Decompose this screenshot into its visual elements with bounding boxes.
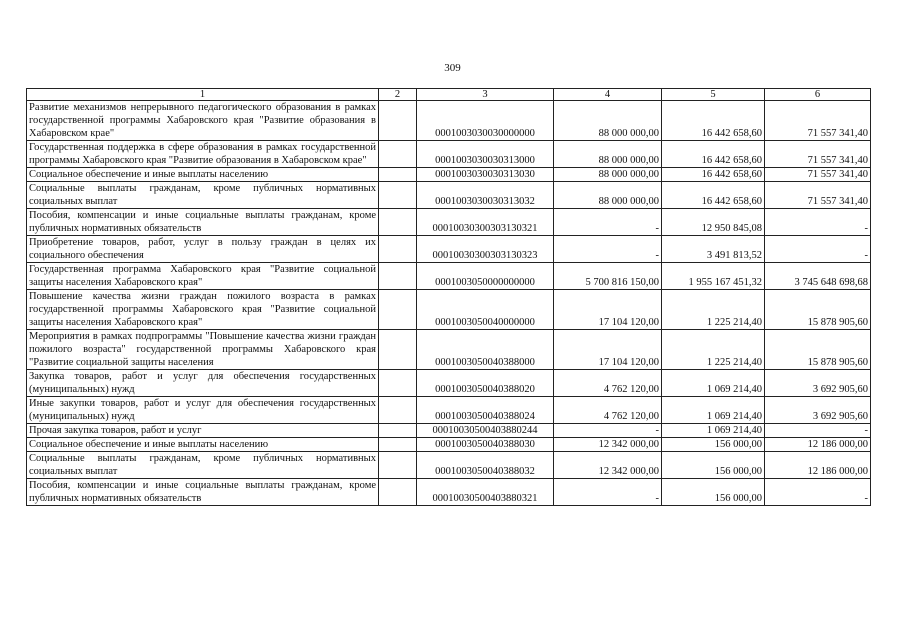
row-col2 xyxy=(379,424,417,438)
row-col2 xyxy=(379,141,417,168)
row-value-6: 3 745 648 698,68 xyxy=(765,263,871,290)
row-value-5: 16 442 658,60 xyxy=(662,101,765,141)
row-col2 xyxy=(379,101,417,141)
row-value-5: 156 000,00 xyxy=(662,452,765,479)
row-col2 xyxy=(379,370,417,397)
row-name: Государственная программа Хабаровского края "Развитие социальной защиты населения Хабаровского края" xyxy=(27,263,379,290)
row-value-5: 16 442 658,60 xyxy=(662,141,765,168)
row-value-6: - xyxy=(765,236,871,263)
column-header-6: 6 xyxy=(765,89,871,101)
row-code: 0001003030030313032 xyxy=(417,182,554,209)
row-value-4: 17 104 120,00 xyxy=(554,290,662,330)
row-value-5: 16 442 658,60 xyxy=(662,182,765,209)
row-col2 xyxy=(379,182,417,209)
row-name: Пособия, компенсации и иные социальные выплаты гражданам, кроме публичных нормативных обязательств xyxy=(27,209,379,236)
row-col2 xyxy=(379,290,417,330)
table-row xyxy=(27,101,871,141)
row-name: Социальное обеспечение и иные выплаты населению xyxy=(27,438,379,452)
row-value-5: 12 950 845,08 xyxy=(662,209,765,236)
row-col2 xyxy=(379,397,417,424)
row-code: 0001003050000000000 xyxy=(417,263,554,290)
column-header-1: 1 xyxy=(27,89,379,101)
row-value-4: - xyxy=(554,479,662,506)
row-name: Государственная поддержка в сфере образования в рамках государственной программы Хабаровского края "Развитие образования в Хабаровском крае" xyxy=(27,141,379,168)
row-name: Иные закупки товаров, работ и услуг для обеспечения государственных (муниципальных) нужд xyxy=(27,397,379,424)
row-value-5: 1 069 214,40 xyxy=(662,424,765,438)
row-value-4: 88 000 000,00 xyxy=(554,168,662,182)
row-name: Мероприятия в рамках подпрограммы "Повышение качества жизни граждан пожилого возраста" государственной программы Хабаровского края "Развитие социальной защиты населения xyxy=(27,330,379,370)
row-value-6: - xyxy=(765,209,871,236)
row-value-6: - xyxy=(765,479,871,506)
table-row xyxy=(27,438,871,452)
row-value-4: - xyxy=(554,424,662,438)
row-code: 0001003030030313030 xyxy=(417,168,554,182)
row-code: 00010030300303130323 xyxy=(417,236,554,263)
table-row xyxy=(27,141,871,168)
row-name: Закупка товаров, работ и услуг для обеспечения государственных (муниципальных) нужд xyxy=(27,370,379,397)
row-value-5: 16 442 658,60 xyxy=(662,168,765,182)
table-row xyxy=(27,209,871,236)
row-value-6: 12 186 000,00 xyxy=(765,438,871,452)
row-code: 0001003050040388030 xyxy=(417,438,554,452)
row-value-5: 1 225 214,40 xyxy=(662,290,765,330)
row-value-5: 1 955 167 451,32 xyxy=(662,263,765,290)
budget-table xyxy=(26,88,871,506)
row-value-5: 3 491 813,52 xyxy=(662,236,765,263)
table-row xyxy=(27,263,871,290)
row-name: Пособия, компенсации и иные социальные выплаты гражданам, кроме публичных нормативных обязательств xyxy=(27,479,379,506)
table-row xyxy=(27,182,871,209)
row-col2 xyxy=(379,209,417,236)
row-name: Социальные выплаты гражданам, кроме публичных нормативных социальных выплат xyxy=(27,182,379,209)
table-row xyxy=(27,370,871,397)
row-value-4: 88 000 000,00 xyxy=(554,101,662,141)
row-value-4: 12 342 000,00 xyxy=(554,452,662,479)
row-value-5: 156 000,00 xyxy=(662,479,765,506)
row-code: 0001003050040388020 xyxy=(417,370,554,397)
row-name: Социальные выплаты гражданам, кроме публичных нормативных социальных выплат xyxy=(27,452,379,479)
table-row xyxy=(27,479,871,506)
row-code: 0001003030030000000 xyxy=(417,101,554,141)
table-row xyxy=(27,168,871,182)
column-header-4: 4 xyxy=(554,89,662,101)
row-value-4: 5 700 816 150,00 xyxy=(554,263,662,290)
row-value-6: 15 878 905,60 xyxy=(765,290,871,330)
row-value-4: 12 342 000,00 xyxy=(554,438,662,452)
row-value-4: - xyxy=(554,209,662,236)
row-value-6: 3 692 905,60 xyxy=(765,370,871,397)
row-col2 xyxy=(379,236,417,263)
page-number: 309 xyxy=(444,62,461,74)
row-code: 00010030500403880321 xyxy=(417,479,554,506)
row-value-4: 4 762 120,00 xyxy=(554,370,662,397)
row-value-4: 4 762 120,00 xyxy=(554,397,662,424)
row-code: 0001003050040388032 xyxy=(417,452,554,479)
row-value-4: 88 000 000,00 xyxy=(554,141,662,168)
row-col2 xyxy=(379,168,417,182)
row-value-5: 1 225 214,40 xyxy=(662,330,765,370)
column-header-5: 5 xyxy=(662,89,765,101)
row-value-6: 71 557 341,40 xyxy=(765,141,871,168)
row-name: Приобретение товаров, работ, услуг в пользу граждан в целях их социального обеспечения xyxy=(27,236,379,263)
row-name: Социальное обеспечение и иные выплаты населению xyxy=(27,168,379,182)
row-value-4: - xyxy=(554,236,662,263)
row-code: 00010030300303130321 xyxy=(417,209,554,236)
row-name: Прочая закупка товаров, работ и услуг xyxy=(27,424,379,438)
table-row xyxy=(27,330,871,370)
row-value-6: 71 557 341,40 xyxy=(765,101,871,141)
table-row xyxy=(27,452,871,479)
row-value-4: 17 104 120,00 xyxy=(554,330,662,370)
row-col2 xyxy=(379,452,417,479)
row-code: 0001003030030313000 xyxy=(417,141,554,168)
row-code: 00010030500403880244 xyxy=(417,424,554,438)
row-value-6: - xyxy=(765,424,871,438)
row-value-4: 88 000 000,00 xyxy=(554,182,662,209)
row-value-5: 1 069 214,40 xyxy=(662,370,765,397)
row-value-6: 71 557 341,40 xyxy=(765,168,871,182)
row-name: Развитие механизмов непрерывного педагогического образования в рамках государственной программы Хабаровского края "Развитие образования в Хабаровском крае" xyxy=(27,101,379,141)
column-header-2: 2 xyxy=(379,89,417,101)
row-code: 0001003050040388000 xyxy=(417,330,554,370)
row-col2 xyxy=(379,263,417,290)
row-code: 0001003050040388024 xyxy=(417,397,554,424)
table-row xyxy=(27,236,871,263)
table-row xyxy=(27,397,871,424)
row-value-5: 156 000,00 xyxy=(662,438,765,452)
table-row xyxy=(27,424,871,438)
row-value-6: 15 878 905,60 xyxy=(765,330,871,370)
row-value-6: 12 186 000,00 xyxy=(765,452,871,479)
table-header-row xyxy=(27,89,871,101)
row-col2 xyxy=(379,330,417,370)
row-code: 0001003050040000000 xyxy=(417,290,554,330)
row-name: Повышение качества жизни граждан пожилого возраста в рамках государственной программы Хабаровского края "Развитие социальной защиты населения Хабаровского края" xyxy=(27,290,379,330)
row-value-6: 3 692 905,60 xyxy=(765,397,871,424)
row-value-5: 1 069 214,40 xyxy=(662,397,765,424)
table-row xyxy=(27,290,871,330)
column-header-3: 3 xyxy=(417,89,554,101)
row-col2 xyxy=(379,479,417,506)
row-value-6: 71 557 341,40 xyxy=(765,182,871,209)
row-col2 xyxy=(379,438,417,452)
